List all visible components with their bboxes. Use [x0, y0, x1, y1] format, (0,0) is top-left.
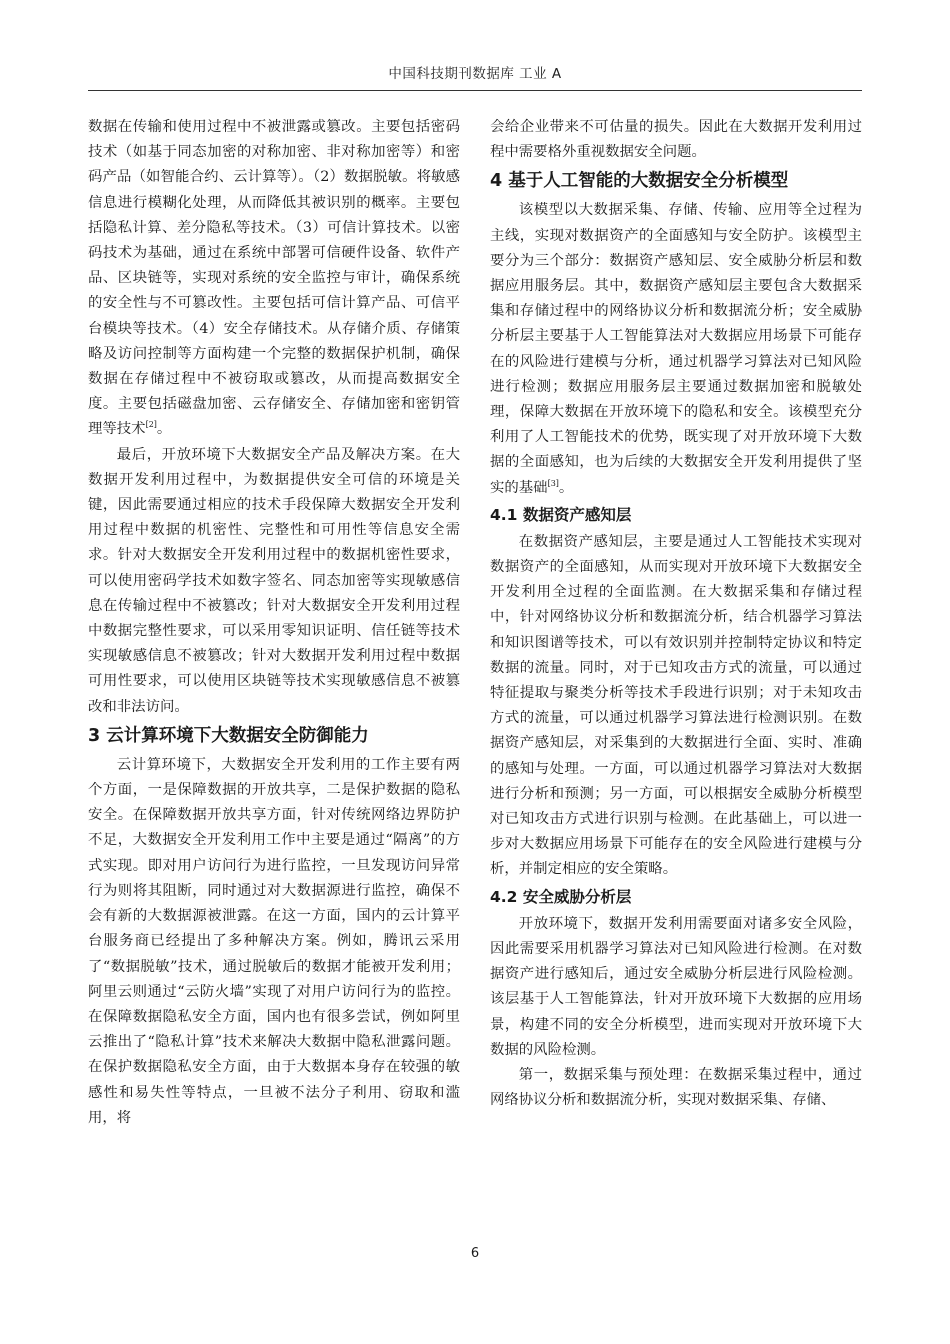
paragraph: 云计算环境下，大数据安全开发利用的工作主要有两个方面，一是保障数据的开放共享，二是保护数据的隐私安全。在保障数据开放共享方面，针对传统网络边界防护不足，大数据安全开发利用工作中主要是通过“隔离”的方式实现。即对用户访问行为进行监控，一旦发现访问异常行为则将其阻断，同时通过对大数据源进行监控，确保不会有新的大数据源被泄露。在这一方面，国内的云计算平台服务商已经提出了多种解决方案。例如，腾讯云采用了“数据脱敏”技术，通过脱敏后的数据才能被开发利用；阿里云则通过“云防火墙”实现了对用户访问行为的监控。在保障数据隐私安全方面，国内也有很多尝试，例如阿里云推出了“隐私计算”技术来解决大数据中隐私泄露问题。在保护数据隐私安全方面，由于大数据本身存在较强的敏感性和易失性等特点，一旦被不法分子利用、窃取和滥用，将 [88, 756, 460, 1126]
section-heading: 3 云计算环境下大数据安全防御能力 [88, 725, 369, 746]
paragraph [490, 198, 862, 500]
header-divider [88, 90, 862, 91]
left-column [88, 115, 460, 1131]
subsection-heading: 4.2 安全威胁分析层 [490, 887, 632, 906]
paragraph: 最后，开放环境下大数据安全产品及解决方案。在大数据开发利用过程中，为数据提供安全可信的环境是关键，因此需要通过相应的技术手段保障大数据安全开发利用过程中数据的机密性、完整性和可用性等信息安全需求。针对大数据安全开发利用过程中的数据机密性要求，可以使用密码学技术如数字签名、同态加密等实现敏感信息在传输过程中不被篡改；针对大数据安全开发利用过程中数据完整性要求，可以采用零知识证明、信任链等技术实现敏感信息不被篡改；针对大数据开发利用过程中数据可用性要求，可以使用区块链等技术实现敏感信息不被篡改和非法访问。 [88, 446, 460, 715]
paragraph: 第一，数据采集与预处理：在数据采集过程中，通过网络协议分析和数据流分析，实现对数据采集、存储、 [490, 1066, 862, 1109]
section-heading: 4 基于人工智能的大数据安全分析模型 [490, 171, 789, 192]
paragraph-text: 数据在传输和使用过程中不被泄露或篡改。主要包括密码技术（如基于同态加密的对称加密、非对称加密等）和密码产品（如智能合约、云计算等）。（2）数据脱敏。将敏感信息进行模糊化处理，从而降低其被识别的概率。主要包括隐私计算、差分隐私等技术。（3）可信计算技术。以密码技术为基础，通过在系统中部署可信硬件设备、软件产品、区块链等，实现对系统的安全监控与审计，确保系统的安全性与不可篡改性。主要包括可信计算产品、可信平台模块等技术。（4）安全存储技术。从存储介质、存储策略及访问控制等方面构建一个完整的数据保护机制，确保数据在存储过程中不被窃取或篡改，从而提高数据安全度。主要包括磁盘加密、云存储安全、存储加密和密钥管理等技术 [88, 119, 460, 438]
subsection-heading: 4.1 数据资产感知层 [490, 505, 632, 524]
journal-header: 中国科技期刊数据库 工业 A [388, 66, 562, 82]
citation-ref: [3] [547, 478, 559, 488]
paragraph: 会给企业带来不可估量的损失。因此在大数据开发利用过程中需要格外重视数据安全问题。 [490, 119, 862, 161]
citation-ref: [2] [145, 420, 157, 430]
paragraph: 开放环境下，数据开发利用需要面对诸多安全风险，因此需要采用机器学习算法对已知风险进行检测。在对数据资产进行感知后，通过安全威胁分析层进行风险检测。该层基于人工智能算法，针对开放环境下大数据的应用场景，构建不同的安全分析模型，进而实现对开放环境下大数据的风险检测。 [490, 915, 862, 1058]
right-column [490, 115, 862, 1113]
paragraph-end: 。 [156, 421, 172, 438]
page-number: 6 [470, 1246, 480, 1261]
paragraph: 在数据资产感知层，主要是通过人工智能技术实现对数据资产的全面感知，从而实现对开放环境下大数据安全开发利用全过程的全面监测。在大数据采集和存储过程中，针对网络协议分析和数据流分析，结合机器学习算法和知识图谱等技术，可以有效识别并控制特定协议和特定数据的流量。同时，对于已知攻击方式的流量，可以通过特征提取与聚类分析等技术手段进行识别；对于未知攻击方式的流量，可以通过机器学习算法进行检测识别。在数据资产感知层，对采集到的大数据进行全面、实时、准确的感知与处理。一方面，可以通过机器学习算法对大数据进行分析和预测；另一方面，可以根据安全威胁分析模型对已知攻击方式进行识别与检测。在此基础上，可以进一步对大数据应用场景下可能存在的安全风险进行建模与分析，并制定相应的安全策略。 [490, 533, 862, 878]
paragraph-end: 。 [558, 479, 574, 496]
paragraph-text: 该模型以大数据采集、存储、传输、应用等全过程为主线，实现对数据资产的全面感知与安全防护。该模型主要分为三个部分：数据资产感知层、安全威胁分析层和数据应用服务层。其中，数据资产感知层主要包含大数据采集和存储过程中的网络协议分析和数据流分析；安全威胁分析层主要基于人工智能算法对大数据应用场景下可能存在的风险进行建模与分析，通过机器学习算法对已知风险进行检测；数据应用服务层主要通过数据加密和脱敏处理，保障大数据在开放环境下的隐私和安全。该模型充分利用了人工智能技术的优势，既实现了对开放环境下大数据的全面感知，也为后续的大数据安全开发利用提供了坚实的基础 [490, 202, 862, 496]
paragraph [88, 115, 460, 443]
